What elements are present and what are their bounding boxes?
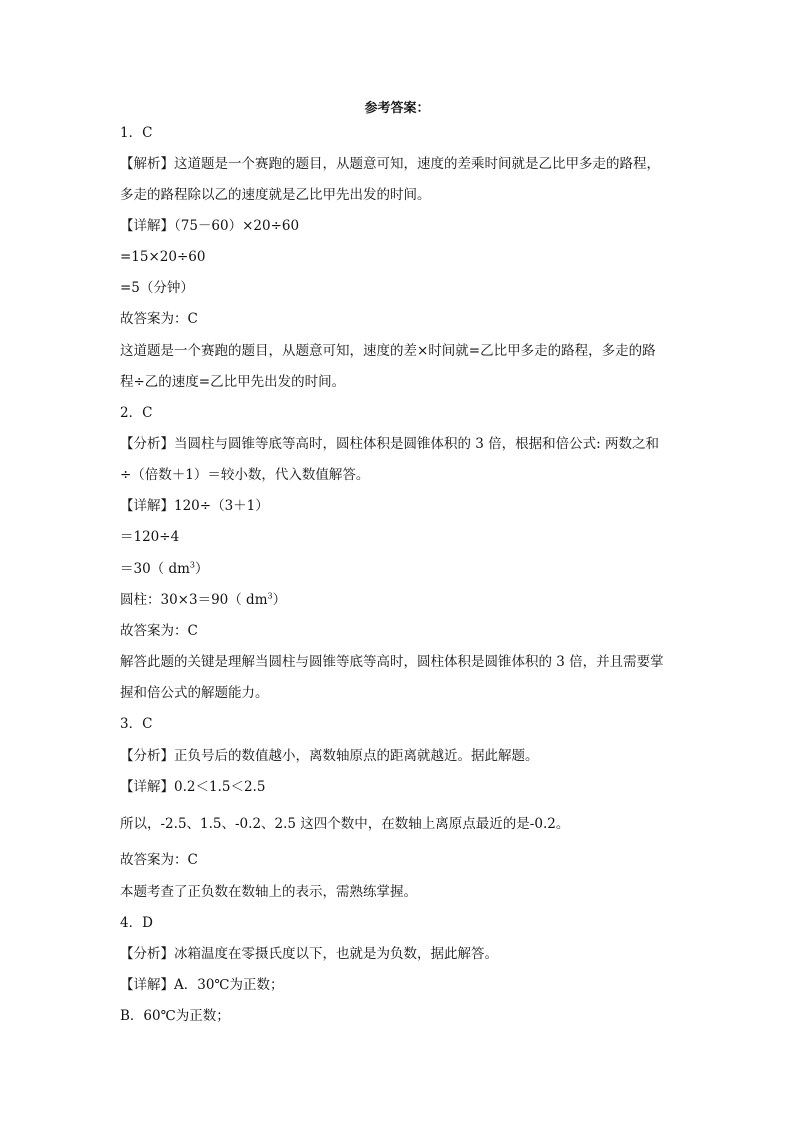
solution-text: =5（分钟）	[120, 280, 194, 296]
solution-text: 所以，-2.5、1.5、-0.2、2.5 这四个数中，在数轴上离原点最近的是-0.2。	[120, 816, 570, 832]
solution-text: 【详解】120÷（3＋1）	[120, 498, 269, 514]
analysis-text: 多走的路程除以乙的速度就是乙比甲先出发的时间。	[120, 187, 431, 203]
solution-text	[120, 560, 209, 578]
comment-text: 本题考查了正负数在数轴上的表示，需熟练掌握。	[120, 884, 417, 900]
solution-value: ＝30（ dm	[120, 561, 190, 577]
answer-text: 故答案为：C	[120, 852, 198, 868]
solution-text: 【详解】0.2＜1.5＜2.5	[120, 779, 266, 795]
cube-exponent: 3	[189, 560, 196, 570]
solution-text: =15×20÷60	[120, 249, 206, 265]
analysis-text: ÷（倍数＋1）＝较小数，代入数值解答。	[120, 467, 370, 483]
question-number: 1．C	[120, 125, 153, 141]
comment-text: 这道题是一个赛跑的题目，从题意可知，速度的差×时间就=乙比甲多走的路程，多走的路	[120, 343, 656, 359]
analysis-text: 【解析】这道题是一个赛跑的题目，从题意可知，速度的差乘时间就是乙比甲多走的路程，	[120, 156, 660, 172]
close-paren: ）	[272, 592, 287, 608]
solution-text	[120, 591, 286, 609]
solution-text: 【详解】（75－60）×20÷60	[120, 218, 300, 234]
answer-text: 故答案为：C	[120, 623, 198, 639]
comment-text: 解答此题的关键是理解当圆柱与圆锥等底等高时，圆柱体积是圆锥体积的 3 倍，并且需要掌	[120, 654, 664, 670]
answer-text: 故答案为：C	[120, 311, 198, 327]
close-paren: ）	[195, 561, 209, 577]
cylinder-volume: 圆柱：30×3＝90（ dm	[120, 592, 268, 608]
comment-text: 握和倍公式的解题能力。	[120, 685, 269, 701]
question-number: 2．C	[120, 405, 153, 421]
solution-text: ＝120÷4	[120, 529, 180, 545]
page-title: 参考答案：	[364, 101, 430, 116]
solution-text: 【详解】A．30℃为正数；	[120, 977, 284, 993]
cube-exponent: 3	[267, 591, 273, 601]
analysis-text: 【分析】当圆柱与圆锥等底等高时，圆柱体积是圆锥体积的 3 倍，根据和倍公式: 两数之和	[120, 436, 660, 452]
solution-text: B．60℃为正数；	[120, 1008, 230, 1024]
question-number: 3．C	[120, 716, 153, 732]
analysis-text: 【分析】正负号后的数值越小，离数轴原点的距离就越近。据此解题。	[120, 748, 539, 764]
comment-text: 程÷乙的速度=乙比甲先出发的时间。	[120, 374, 346, 390]
analysis-text: 【分析】冰箱温度在零摄氏度以下，也就是为负数，据此解答。	[120, 946, 498, 962]
question-number: 4．D	[120, 915, 153, 931]
